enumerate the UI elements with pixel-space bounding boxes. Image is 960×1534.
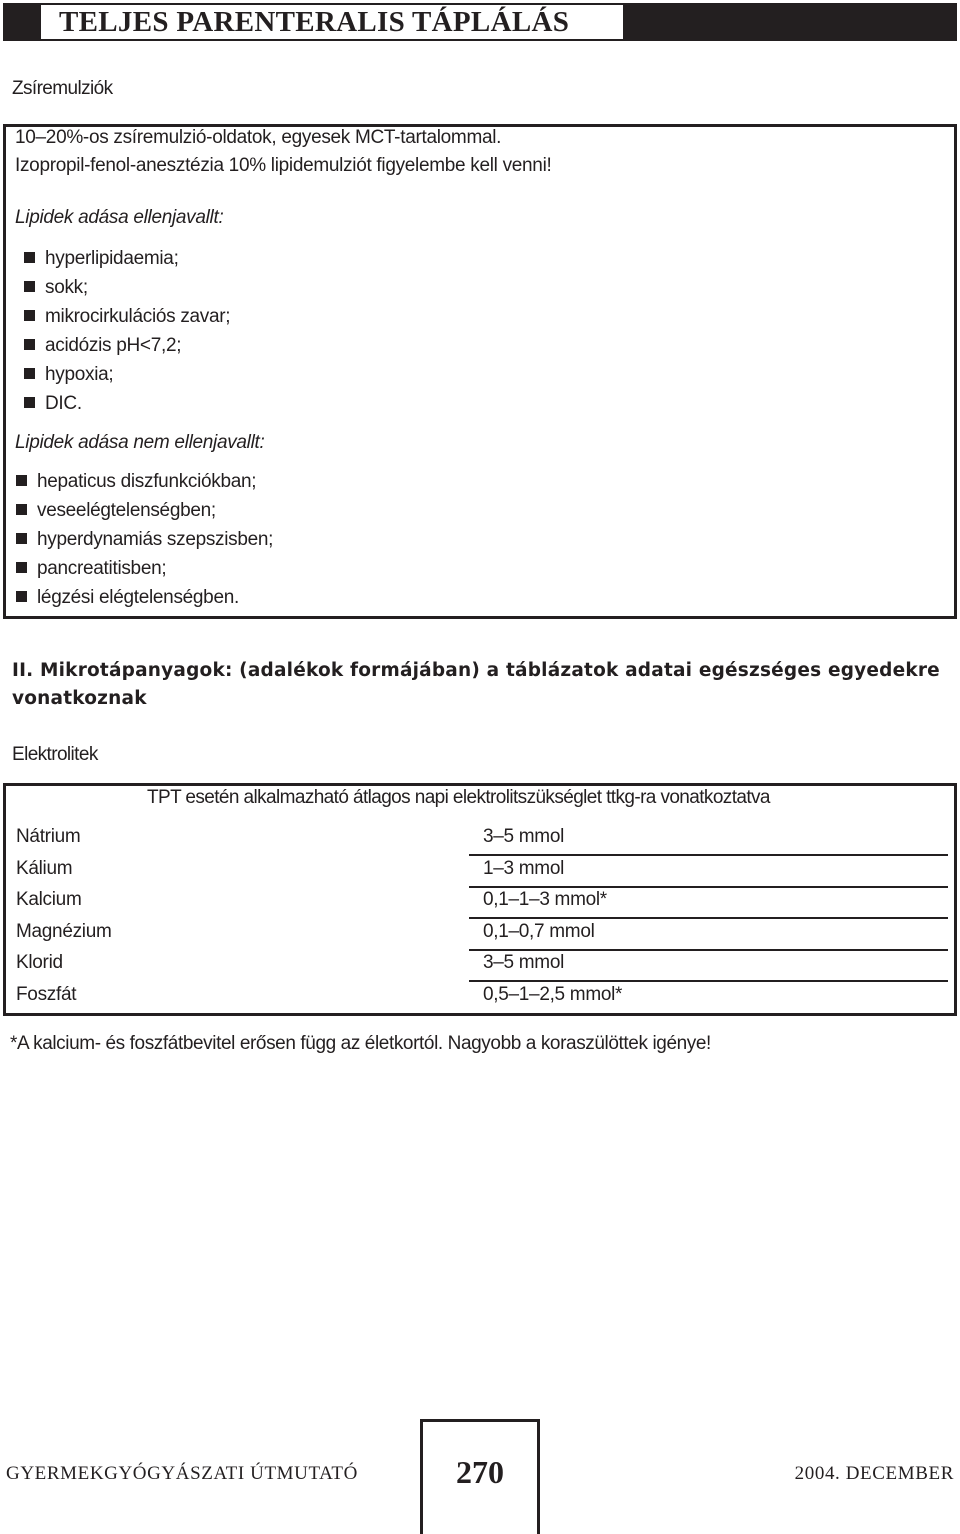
contra-item: DIC. xyxy=(24,393,82,415)
table-row-value: 0,1–1–3 mmol* xyxy=(483,889,607,910)
table-row-value: 3–5 mmol xyxy=(483,826,565,847)
noncontra-item: hyperdynamiás szepszisben; xyxy=(16,529,273,551)
square-bullet-icon xyxy=(16,533,27,544)
section-heading-elektrolitek: Elektrolitek xyxy=(12,744,98,765)
table-row-value: 0,1–0,7 mmol xyxy=(483,921,595,942)
square-bullet-icon xyxy=(24,310,35,321)
contraindication-title: Lipidek adása ellenjavallt: xyxy=(15,207,224,228)
table-row-label: Kálium xyxy=(16,858,73,879)
square-bullet-icon xyxy=(24,368,35,379)
noncontra-item: hepaticus diszfunkciókban; xyxy=(16,471,256,493)
noncontra-item: veseelégtelenségben; xyxy=(16,500,216,522)
footnote: *A kalcium- és foszfátbevitel erősen függ az életkortól. Nagyobb a koraszülöttek igénye! xyxy=(10,1033,711,1054)
page-header xyxy=(3,3,957,41)
row-divider xyxy=(469,917,948,919)
contra-item: mikrocirkulációs zavar; xyxy=(24,306,230,328)
row-divider xyxy=(469,854,948,856)
section-heading-zsiremulziok: Zsíremulziók xyxy=(12,78,113,99)
square-bullet-icon xyxy=(24,281,35,292)
noncontra-item: légzési elégtelenségben. xyxy=(16,587,239,609)
lipid-info-box xyxy=(3,124,957,619)
row-divider xyxy=(469,886,948,888)
micronutrients-heading: II. Mikrotápanyagok: (adalékok formájában) a táblázatok adatai egészséges egyedekre vonatkoznak xyxy=(12,660,940,709)
table-row-label: Kalcium xyxy=(16,889,82,910)
page-number: 270 xyxy=(456,1454,504,1490)
table-row-label: Nátrium xyxy=(16,826,81,847)
page-number-box xyxy=(420,1419,540,1534)
noncontra-item: pancreatitisben; xyxy=(16,558,166,580)
row-divider xyxy=(469,980,948,982)
contra-item: hyperlipidaemia; xyxy=(24,248,179,270)
square-bullet-icon xyxy=(24,339,35,350)
table-row-value: 0,5–1–2,5 mmol* xyxy=(483,984,623,1005)
square-bullet-icon xyxy=(24,397,35,408)
square-bullet-icon xyxy=(16,504,27,515)
table-row-value: 1–3 mmol xyxy=(483,858,565,879)
lipid-line-1: 10–20%-os zsíremulzió-oldatok, egyesek MCT-tartalommal. xyxy=(15,127,502,148)
row-divider xyxy=(469,949,948,951)
contra-item: sokk; xyxy=(24,277,88,299)
table-row-label: Foszfát xyxy=(16,984,77,1005)
table-row-label: Magnézium xyxy=(16,921,112,942)
square-bullet-icon xyxy=(16,475,27,486)
non-contraindication-title: Lipidek adása nem ellenjavallt: xyxy=(15,432,265,453)
square-bullet-icon xyxy=(16,562,27,573)
footer-publication: GYERMEKGYÓGYÁSZATI ÚTMUTATÓ xyxy=(6,1463,358,1484)
square-bullet-icon xyxy=(16,591,27,602)
page-title: TELJES PARENTERALIS TÁPLÁLÁS xyxy=(41,5,623,39)
table-header: TPT esetén alkalmazható átlagos napi elektrolitszükséglet ttkg-ra vonatkoztatva xyxy=(147,787,770,808)
footer-date: 2004. DECEMBER xyxy=(794,1463,954,1484)
table-row-value: 3–5 mmol xyxy=(483,952,565,973)
contra-item: hypoxia; xyxy=(24,364,113,386)
electrolyte-table xyxy=(3,783,957,1016)
square-bullet-icon xyxy=(24,252,35,263)
lipid-line-2: Izopropil-fenol-anesztézia 10% lipidemulziót figyelembe kell venni! xyxy=(15,155,552,176)
contra-item: acidózis pH<7,2; xyxy=(24,335,181,357)
table-row-label: Klorid xyxy=(16,952,63,973)
